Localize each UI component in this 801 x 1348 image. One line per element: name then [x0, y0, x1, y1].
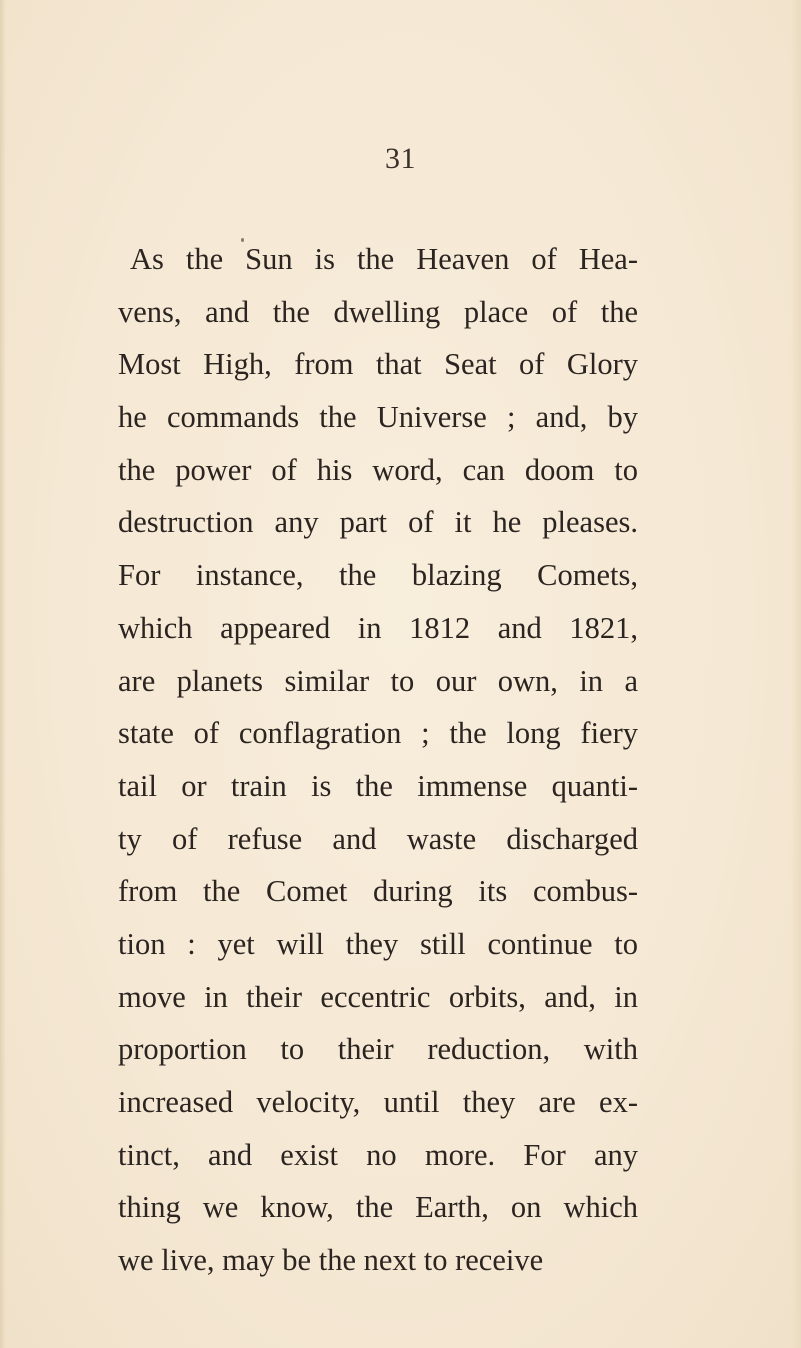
text-line: the power of his word, can doom to: [118, 452, 638, 487]
body-text: [118, 233, 638, 1287]
page-number: 31: [385, 142, 416, 175]
text-line: proportion to their reduction, with: [118, 1032, 638, 1067]
text-line: ty of refuse and waste discharged: [118, 821, 638, 856]
page-left-edge-shadow: [0, 0, 6, 1348]
text-line: move in their eccentric orbits, and, in: [118, 979, 638, 1014]
text-line: Most High, from that Seat of Glory: [118, 347, 638, 382]
text-line: which appeared in 1812 and 1821,: [118, 610, 638, 645]
text-line: vens, and the dwelling place of the: [118, 294, 638, 329]
text-line: tinct, and exist no more. For any: [118, 1137, 638, 1172]
text-line: tion : yet will they still continue to: [118, 926, 638, 961]
text-line: destruction any part of it he pleases.: [118, 505, 638, 540]
page-right-edge-shadow: [791, 0, 801, 1348]
text-line: As the Sun is the Heaven of Hea-: [130, 242, 638, 276]
text-line: he commands the Universe ; and, by: [118, 400, 638, 435]
text-line: increased velocity, until they are ex-: [118, 1085, 638, 1119]
text-line: we live, may be the next to receive: [118, 1243, 544, 1278]
text-line: are planets similar to our own, in a: [118, 663, 638, 698]
text-line: tail or train is the immense quanti-: [118, 768, 638, 803]
text-line: thing we know, the Earth, on which: [118, 1190, 638, 1225]
text-line: from the Comet during its combus-: [118, 874, 638, 909]
text-line: state of conflagration ; the long fiery: [118, 716, 638, 751]
text-line: For instance, the blazing Comets,: [118, 558, 638, 593]
